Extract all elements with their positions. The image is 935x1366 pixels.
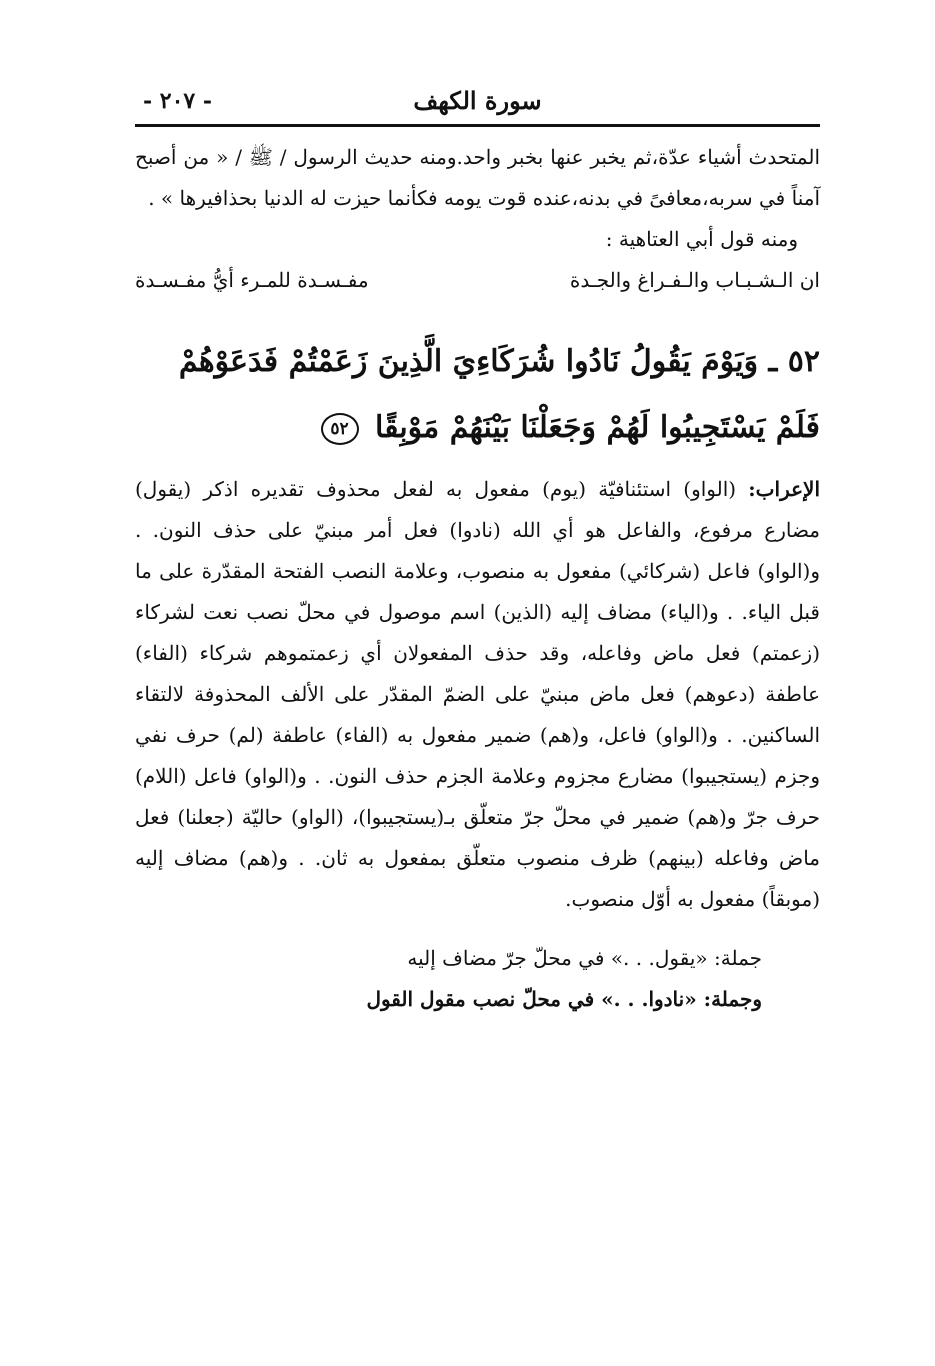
quran-ayah (135, 329, 820, 461)
poetry-verse (135, 260, 820, 301)
page-header (135, 78, 820, 127)
jumla-line: جملة: «يقول. . .» في محلّ جرّ مضاف إليه (407, 946, 762, 970)
intro-paragraph: المتحدث أشياء عدّة،ثم يخبر عنها بخبر واحد.ومنه حديث الرسول / ﷺ / « من أصبح آمناً في سربه،معافىً في بدنه،عنده قوت يومه فكأنما حيزت له الدنيا بحذافيرها » . (135, 145, 820, 210)
irab-text: (الواو) استئنافيّة (يوم) مفعول به لفعل محذوف تقديره اذكر (يقول) مضارع مرفوع، والفاعل هو أي الله (نادوا) فعل أمر مبنيّ على حذف النون. . و(الواو) فاعل (شركائي) مفعول به منصوب، وعلامة النصب الفتحة المقدّرة على ما قبل الياء. . و(الياء) مضاف إليه (الذين) اسم موصول في محلّ نصب نعت لشركاء (زعمتم) فعل ماض وفاعله، وقد حذف المفعولان أي زعمتموهم شركاء (الفاء) عاطفة (دعوهم) فعل ماض مبنيّ على الضمّ المقدّر على الألف المحذوفة لالتقاء الساكنين. . و(الواو) فاعل، و(هم) ضمير مفعول به (الفاء) عاطفة (لم) حرف نفي وجزم (يستجيبوا) مضارع مجزوم وعلامة الجزم حذف النون. . و(الواو) فاعل (اللام) حرف جرّ و(هم) ضمير في محلّ جرّ متعلّق بـ(يستجيبوا)، (الواو) حاليّة (جعلنا) فعل ماض وفاعله (بينهم) ظرف منصوب متعلّق بمفعول به ثان. . و(هم) مضاف إليه (موبقاً) مفعول به أوّل منصوب. (135, 477, 820, 911)
irab-paragraph (135, 469, 820, 920)
abu-alatahiya-line: ومنه قول أبي العتاهية : (605, 227, 798, 251)
hemistich-left: مفـسـدة للمـرء أيُّ مفـسـدة (135, 268, 369, 292)
jumla-line: وجملة: «نادوا. . .» في محلّ نصب مقول القول (366, 987, 762, 1011)
surah-title: سورة الكهف (413, 86, 542, 115)
ayah-end-marker: ٥٢ (321, 413, 359, 445)
ayah-number: ٥٢ ـ (768, 344, 820, 379)
book-page (135, 78, 820, 1020)
jumla-list (135, 938, 820, 1020)
page-number: - ٢٠٧ - (143, 88, 213, 114)
irab-label: الإعراب: (748, 477, 820, 501)
hemistich-right: ان الـشـبـاب والـفـراغ والجـدة (569, 268, 820, 292)
ayah-text: وَيَوْمَ يَقُولُ نَادُوا شُرَكَاءِيَ الَّذِينَ زَعَمْتُمْ فَدَعَوْهُمْ فَلَمْ يَسْتَجِيبُوا لَهُمْ وَجَعَلْنَا بَيْنَهُمْ مَوْبِقًا (178, 344, 820, 445)
